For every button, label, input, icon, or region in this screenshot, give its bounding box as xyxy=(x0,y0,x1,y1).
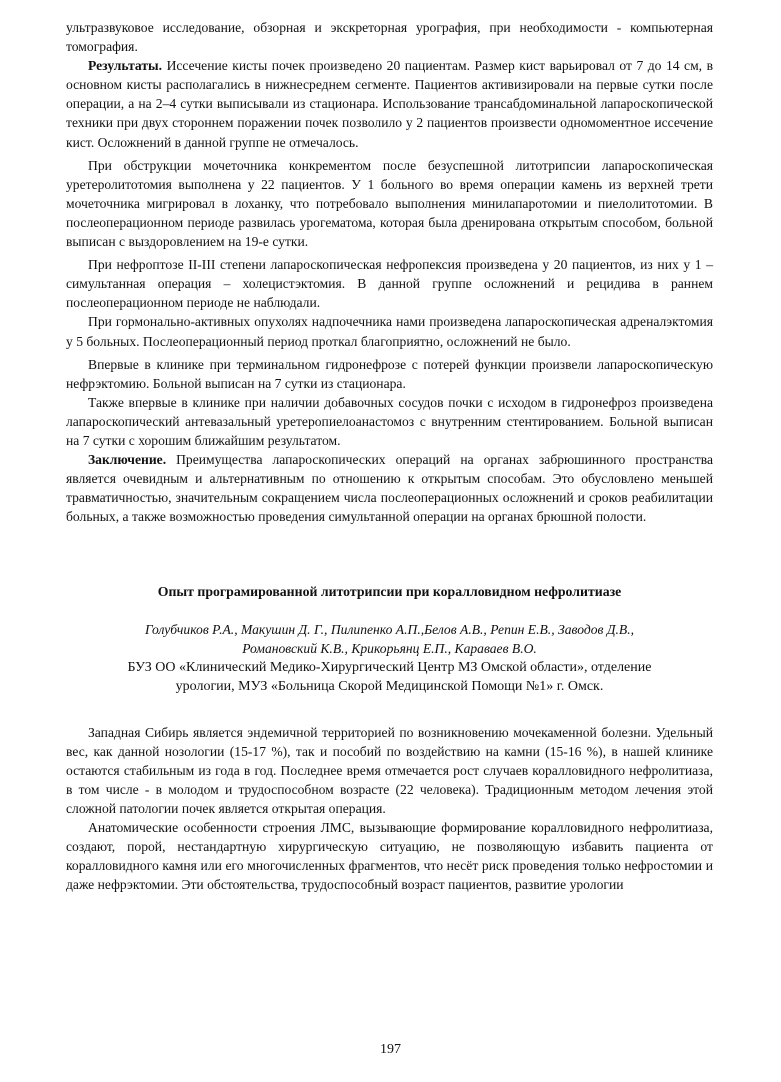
results-text: Иссечение кисты почек произведено 20 пациентам. Размер кист варьировал от 7 до 14 см, в основном кисты располагались в нижнесреднем сегменте. Пациентов активизировали на первые сутки после операции, а на 2–4 сутки выписывали из стационара. Использование трансабдоминальной лапароскопической техники при двух стороннем поражении почек позволило у 2 пациентов произвести одномоментное иссечение кист. Осложнений в данной группе не отмечалось. xyxy=(66,58,713,150)
conclusion-text: Преимущества лапароскопических операций на органах забрюшинного пространства является очевидным и альтернативным по отношению к открытым способам. Это обусловлено меньшей травматичностью, значительным сокращением числа послеоперационных осложнений и сроков реабилитации больных, а также возможностью проведения симультанной операции на органах брюшной полости. xyxy=(66,452,713,525)
conclusion-heading: Заключение. xyxy=(88,452,167,468)
affiliation-line-2: урологии, МУЗ «Больница Скорой Медицинской Помощи №1» г. Омск. xyxy=(175,679,604,695)
results-paragraph xyxy=(66,56,713,151)
paragraph-ureterolithotomy: При обструкции мочеточника конкрементом после безуспешной литотрипсии лапароскопическая уретеролитотомия выполнена у 22 пациентов. У 1 больного во время операции камень из верхней трети мочеточника мигрировал в лоханку, что потребовало выполнения минилапаротомии и пиелолитотомии. В послеоперационном периоде развилась урогематома, которая была дренирована открытым способом, больной выписан с выздоровлением на 19-е сутки. xyxy=(66,157,713,250)
body-paragraph-siberia: Западная Сибирь является эндемичной территорией по возникновению мочекаменной болезни. Удельный вес, как данной нозологии (15-17 %), так и пособий по воздействию на камни (15-16 %), в нашей клинике остаются стабильным из года в год. Последнее время отмечается рост случаев коралловидного нефролитиаза, в том числе - в молодом и трудоспособном возрасте (22 человека). Традиционным методом лечения этой сложной патологии почек является открытая операция. xyxy=(66,724,713,816)
intro-line: ультразвуковое исследование, обзорная и экскреторная урография, при необходимости - компьютерная томография. xyxy=(66,20,713,55)
paragraph-nephropexy: При нефроптозе II-III степени лапароскопическая нефропексия произведена у 20 пациентов, из них у 1 – симультанная операция – холецистэктомия. В данной группе осложнений и рецидива в раннем послеоперационном периоде не наблюдали. xyxy=(66,257,713,311)
paragraph-adrenalectomy: При гормонально-активных опухолях надпочечника нами произведена лапароскопическая адреналэктомия у 5 больных. Послеоперационный период проткал благоприятно, осложнений не было. xyxy=(66,314,713,349)
paragraph-nephrectomy: Впервые в клинике при терминальном гидронефрозе с потерей функции произвели лапароскопическую нефрэктомию. Больной выписан на 7 сутки из стационара. xyxy=(66,356,713,391)
authors-line-1: Голубчиков Р.А., Макушин Д. Г., Пилипенко А.П.,Белов А.В., Репин Е.В., Заводов Д.В., xyxy=(145,621,634,637)
authors-line-2: Романовский К.В., Крикорьянц Е.П., Караваев В.О. xyxy=(242,640,537,656)
body-paragraph-anatomy: Анатомические особенности строения ЛМС, вызывающие формирование коралловидного нефролитиаза, создают, порой, нестандартную хирургическую ситуацию, не позволяющую избавить пациента от коралловидного камня или его многочисленных фрагментов, что несёт риск проведения только нефростомии и даже нефрэктомии. Эти обстоятельства, трудоспособный возраст пациентов, развитие урологии xyxy=(66,820,713,893)
results-heading: Результаты. xyxy=(88,58,163,74)
conclusion-paragraph xyxy=(66,450,713,526)
affiliation-line-1: БУЗ ОО «Клинический Медико-Хирургический Центр МЗ Омской области», отделение xyxy=(127,659,652,675)
paragraph-anastomosis: Также впервые в клинике при наличии добавочных сосудов почки с исходом в гидронефроз произведена лапароскопический антевазальный уретеропиелоанастомоз с внутренним стентированием. Больной выписан на 7 сутки с хорошим ближайшим результатом. xyxy=(66,394,713,448)
page-number: 197 xyxy=(380,1042,401,1057)
article-title: Опыт програмированной литотрипсии при коралловидном нефролитиазе xyxy=(157,584,622,600)
